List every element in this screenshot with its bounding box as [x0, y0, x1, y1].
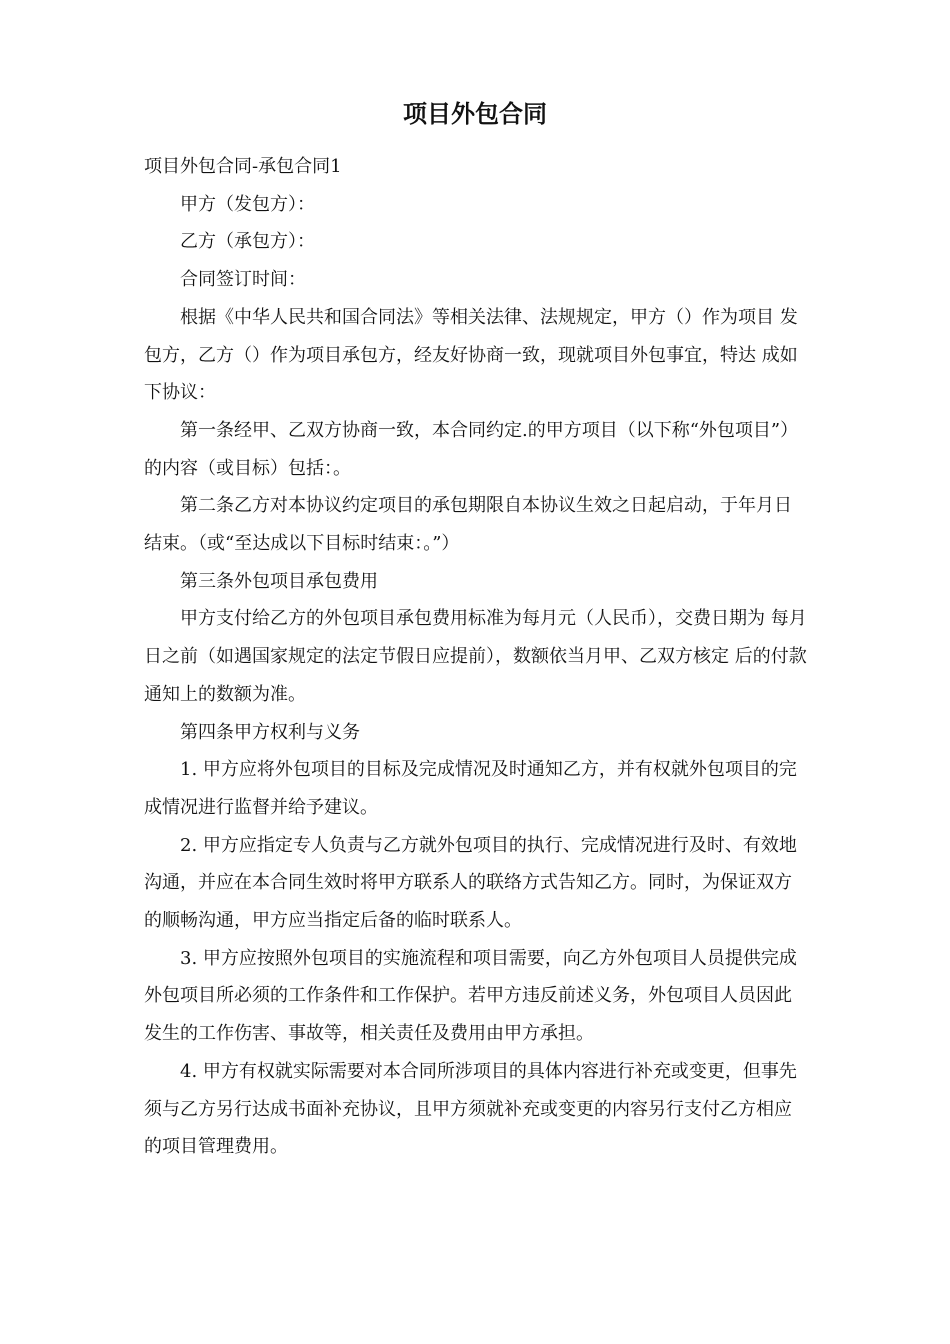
document-title: 项目外包合同 [403, 100, 547, 128]
article-1-paragraph: 第一条经甲、乙双方协商一致，本合同约定.的甲方项目（以下称“外包项目”）的内容（或目标）包括：。 [144, 419, 799, 479]
article-4-item-3: 3. 甲方应按照外包项目的实施流程和项目需要，向乙方外包项目人员提供完成外包项目所必须的工作条件和工作保护。若甲方违反前述义务，外包项目人员因此发生的工作伤害、事故等，相关责任及费用由甲方承担。 [144, 947, 797, 1045]
article-4-item-4: 4. 甲方有权就实际需要对本合同所涉项目的具体内容进行补充或变更，但事先须与乙方另行达成书面补充协议，且甲方须就补充或变更的内容另行支付乙方相应的项目管理费用。 [144, 1060, 797, 1158]
subtitle-line: 项目外包合同-承包合同1 [144, 156, 342, 177]
signing-date-line: 合同签订时间： [180, 269, 306, 291]
article-4-item-2: 2. 甲方应指定专人负责与乙方就外包项目的执行、完成情况进行及时、有效地沟通，并应在本合同生效时将甲方联系人的联络方式告知乙方。同时，为保证双方的顺畅沟通，甲方应当指定后备的临时联系人。 [144, 834, 797, 932]
party-b-line: 乙方（承包方）： [180, 231, 315, 253]
party-a-line: 甲方（发包方）： [180, 193, 315, 215]
article-4-item-1: 1. 甲方应将外包项目的目标及完成情况及时通知乙方，并有权就外包项目的完成情况进行监督并给予建议。 [144, 759, 797, 818]
article-2-paragraph: 第二条乙方对本协议约定项目的承包期限自本协议生效之日起启动，于年月日结束。（或“至达成以下目标时结束：。”） [144, 495, 792, 555]
article-3-paragraph: 甲方支付给乙方的外包项目承包费用标准为每月元（人民币），交费日期为 每月日之前（如遇国家规定的法定节假日应提前），数额依当月甲、乙双方核定 后的付款通知上的数额为准。 [144, 608, 807, 705]
preamble-paragraph: 根据《中华人民共和国合同法》等相关法律、法规规定，甲方（）作为项目 发包方，乙方（）作为项目承包方，经友好协商一致，现就项目外包事宜，特达 成如下协议： [144, 306, 798, 404]
article-4-heading: 第四条甲方权利与义务 [180, 721, 360, 743]
article-3-heading: 第三条外包项目承包费用 [180, 570, 378, 592]
document-body [144, 148, 808, 1166]
